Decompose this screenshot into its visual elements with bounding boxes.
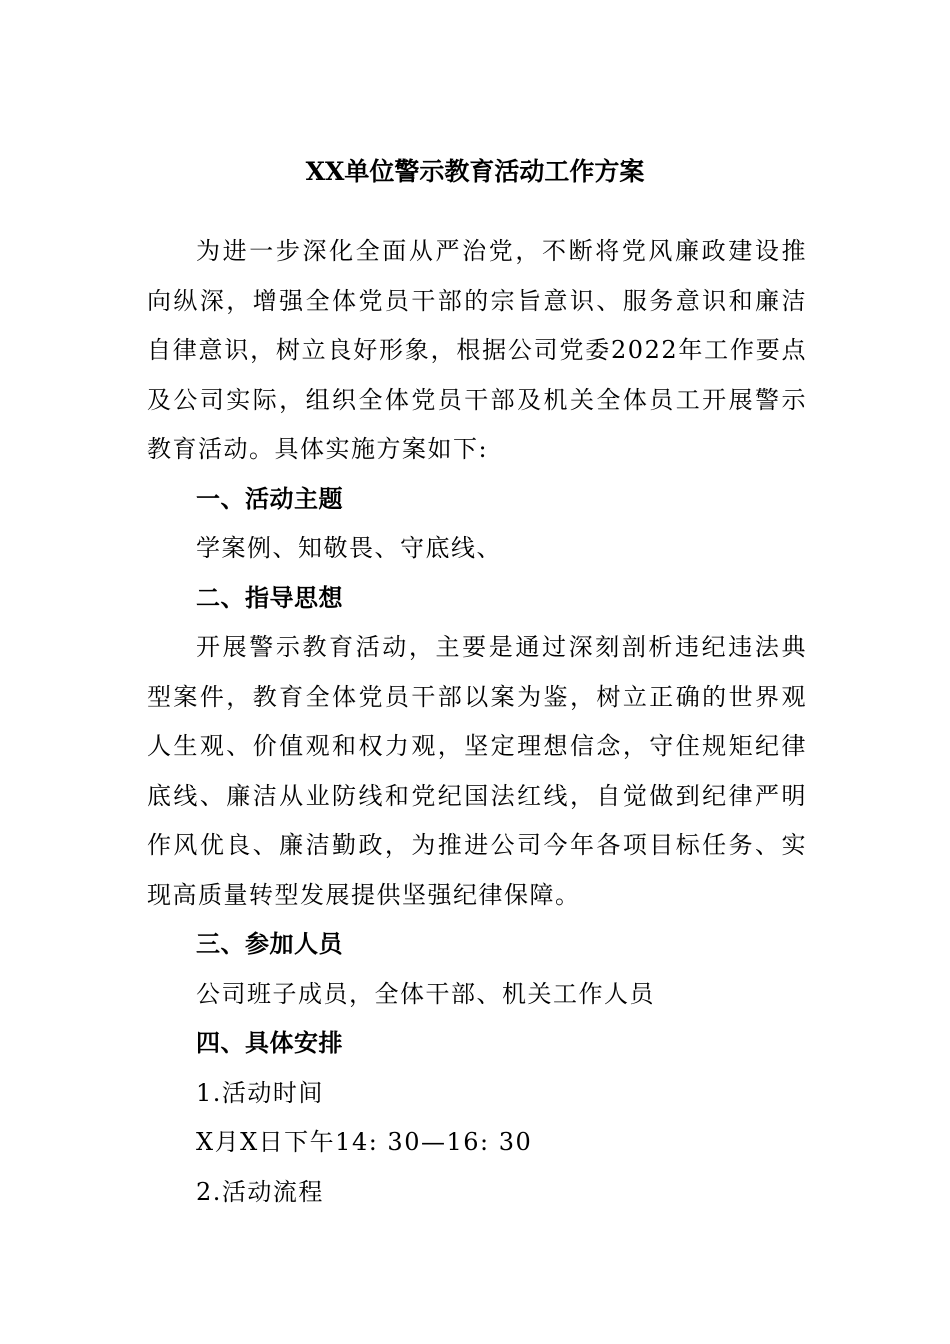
section-content-guiding-thought: 开展警示教育活动，主要是通过深刻剖析违纪违法典型案件，教育全体党员干部以案为鉴，树立正确的世界观人生观、价值观和权力观，坚定理想信念，守住规矩纪律底线、廉洁从业防线和党纪国法红线，自觉做到纪律严明作风优良、廉洁勤政，为推进公司今年各项目标任务、实现高质量转型发展提供坚强纪律保障。: [147, 633, 807, 909]
section-heading-theme: 一、活动主题: [196, 484, 343, 513]
section-heading-guiding-thought: 二、指导思想: [196, 583, 343, 612]
arrangement-item-time-label: 1.活动时间: [196, 1078, 324, 1107]
section-heading-arrangements: 四、具体安排: [196, 1029, 343, 1057]
section-content-theme: 学案例、知敬畏、守底线、: [196, 534, 502, 562]
arrangement-item-process-label: 2.活动流程: [196, 1177, 324, 1206]
document-body: [147, 227, 807, 1217]
section-heading-participants: 三、参加人员: [196, 930, 343, 958]
intro-paragraph: 为进一步深化全面从严治党，不断将党风廉政建设推向纵深，增强全体党员干部的宗旨意识、服务意识和廉洁自律意识，树立良好形象，根据公司党委2022年工作要点及公司实际，组织全体党员干部及机关全体员工开展警示教育活动。具体实施方案如下:: [147, 237, 807, 463]
arrangement-item-time-value: X月X日下午14: 30—16: 30: [196, 1128, 533, 1156]
section-content-participants: 公司班子成员，全体干部、机关工作人员: [196, 979, 655, 1008]
document-title: XX单位警示教育活动工作方案: [305, 157, 645, 186]
